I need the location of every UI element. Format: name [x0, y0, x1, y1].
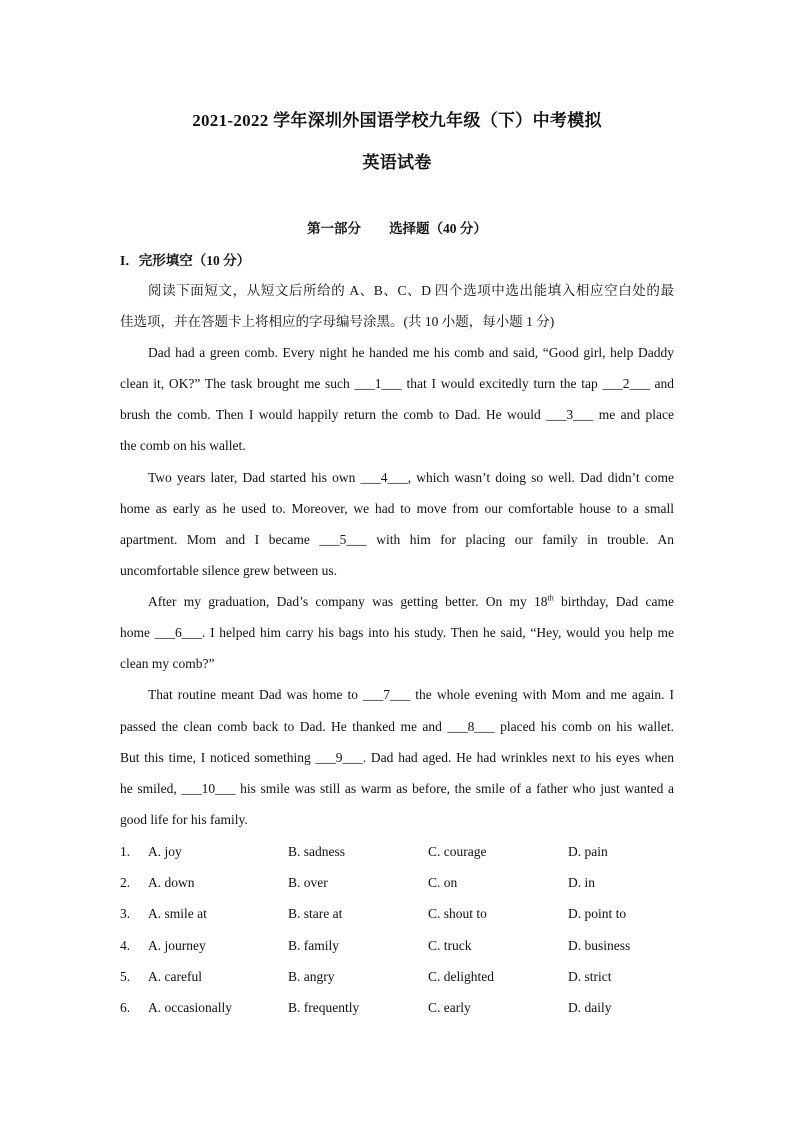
option-a: A. joy [148, 844, 182, 859]
question-row [120, 871, 680, 902]
option-c: C. shout to [428, 906, 487, 922]
ordinal-suffix: th [547, 593, 554, 603]
option-a: A. journey [148, 937, 206, 953]
option-b: B. angry [288, 968, 335, 984]
option-b: B. family [288, 937, 339, 953]
question-row [120, 965, 680, 996]
passage-line: he smiled, ___10___ his smile was still as warm as before, the smile of a father who just wanted a [120, 781, 674, 796]
option-d: D. strict [568, 968, 612, 984]
option-a: A. occasionally [148, 999, 232, 1015]
question-row [120, 902, 680, 933]
question-number: 2. [120, 875, 131, 891]
passage-line: clean my comb?” [120, 656, 215, 671]
passage-line: brush the comb. Then I would happily return the comb to Dad. He would ___3___ me and place [120, 407, 674, 422]
option-c: C. on [428, 875, 458, 891]
option-c: C. delighted [428, 968, 494, 984]
passage-text: After my graduation, Dad’s company was getting better. On my 18 [148, 594, 548, 609]
option-b: B. over [288, 875, 328, 891]
passage-line: clean it, OK?” The task brought me such ___1___ that I would excitedly turn the tap ___2___ and [120, 376, 674, 391]
question-options [120, 840, 680, 1027]
option-a: A. down [148, 875, 195, 891]
passage-line: good life for his family. [120, 812, 248, 827]
part-label: 选择题（40 分） [389, 221, 487, 236]
exam-subtitle: 英语试卷 [362, 153, 432, 172]
question-number: 3. [120, 906, 131, 922]
question-row [120, 934, 680, 965]
passage-line: apartment. Mom and I became ___5___ with him for placing our family in trouble. An [120, 532, 674, 547]
passage-line: uncomfortable silence grew between us. [120, 563, 338, 578]
passage-line [120, 586, 674, 617]
exam-title: 2021-2022 学年深圳外国语学校九年级（下）中考模拟 [192, 111, 602, 130]
passage-line: But this time, I noticed something ___9___. Dad had aged. He had wrinkles next to his eyes when [120, 750, 674, 765]
section-title: I．完形填空（10 分） [120, 253, 251, 268]
option-c: C. courage [428, 844, 487, 859]
option-c: C. early [428, 999, 471, 1015]
option-b: B. stare at [288, 906, 343, 922]
option-d: D. business [568, 937, 631, 953]
question-row [120, 996, 680, 1027]
passage-line: passed the clean comb back to Dad. He thanked me and ___8___ placed his comb on his wallet. [120, 719, 674, 734]
passage-line: home as early as he used to. Moreover, we had to move from our comfortable house to a small [120, 501, 674, 516]
option-d: D. daily [568, 999, 612, 1015]
option-a: A. smile at [148, 906, 207, 922]
question-number: 1. [120, 844, 131, 859]
option-b: B. sadness [288, 844, 345, 859]
passage-line: the comb on his wallet. [120, 438, 246, 453]
passage-line: home ___6___. I helped him carry his bags into his study. Then he said, “Hey, would you help me [120, 625, 674, 640]
question-number: 5. [120, 968, 131, 984]
option-d: D. in [568, 875, 595, 891]
option-d: D. point to [568, 906, 627, 922]
passage-line: Dad had a green comb. Every night he handed me his comb and said, “Good girl, help Daddy [148, 345, 674, 360]
option-c: C. truck [428, 937, 472, 953]
passage-line: That routine meant Dad was home to ___7___ the whole evening with Mom and me again. I [148, 687, 674, 702]
part-heading [0, 217, 794, 237]
option-a: A. careful [148, 968, 202, 984]
part-name: 第一部分 [307, 221, 362, 236]
question-row [120, 840, 680, 871]
passage-line: Two years later, Dad started his own ___4___, which wasn’t doing so well. Dad didn’t come [148, 470, 674, 485]
option-d: D. pain [568, 844, 608, 859]
passage-text: birthday, Dad came [553, 594, 674, 609]
question-number: 4. [120, 937, 131, 953]
instructions-line: 阅读下面短文，从短文后所给的 A、B、C、D 四个选项中选出能填入相应空白处的最 [148, 283, 674, 298]
instructions-line: 佳选项，并在答题卡上将相应的字母编号涂黑。(共 10 小题，每小题 1 分) [120, 314, 555, 329]
option-b: B. frequently [288, 999, 360, 1015]
question-number: 6. [120, 999, 131, 1015]
